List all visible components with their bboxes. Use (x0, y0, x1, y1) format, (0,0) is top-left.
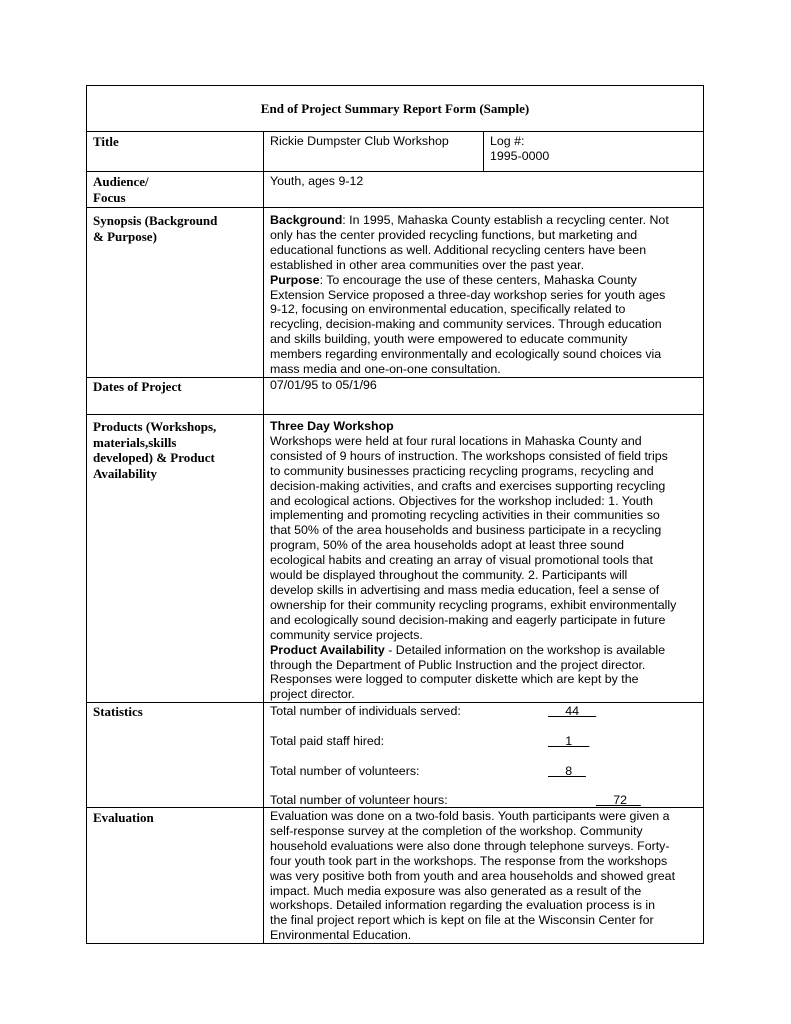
form-title: End of Project Summary Report Form (Sample) (260, 101, 530, 116)
text-line: Product Availability - Detailed information on the workshop is available (270, 642, 666, 657)
stat-staff-value: 1 (548, 734, 590, 748)
text-line: Evaluation was done on a two-fold basis. Youth participants were given a (270, 809, 670, 823)
text-line: program, 50% of the area households adopt at least three sound (270, 538, 625, 553)
text-line: Background: In 1995, Mahaska County establish a recycling center. Not (270, 213, 669, 227)
text-line: Responses were logged to computer diskette which are kept by the (270, 672, 639, 687)
text-line: that 50% of the area households and business participate in a recycling (270, 523, 662, 538)
text-line: household evaluations were also done through telephone surveys. Forty- (270, 838, 670, 853)
stat-individuals-value: 44 (548, 704, 597, 718)
audience-label (93, 174, 149, 205)
text-line: decision-making activities, and crafts and exercises supporting recycling (270, 478, 666, 493)
text-line: workshops. Detailed information regarding the evaluation process is in (270, 898, 656, 913)
label-line: & Purpose) (93, 228, 157, 244)
title-label: Title (93, 134, 119, 149)
products-label (93, 419, 216, 481)
text-line: members regarding environmentally and ecologically sound choices via (270, 347, 662, 362)
text-line: was very positive both from youth and area households and showed great (270, 868, 676, 883)
text-line: recycling, decision-making and community services. Through education (270, 317, 662, 332)
text-line: implementing and promoting recycling activities in their communities so (270, 508, 660, 523)
text-line: ownership for their community recycling programs, exhibit environmentally (270, 597, 677, 612)
text-line: and ecological actions. Objectives for the workshop included: 1. Youth (270, 493, 653, 508)
text-line: Workshops were held at four rural locations in Mahaska County and (270, 433, 642, 448)
stat-hours-label: Total number of volunteer hours: (270, 793, 448, 807)
log-value: 1995-0000 (490, 149, 550, 163)
row-divider (86, 207, 704, 208)
background-heading: Background (270, 213, 343, 227)
statistics-label: Statistics (93, 704, 143, 719)
text-line: the final project report which is kept on file at the Wisconsin Center for (270, 913, 654, 928)
text-line: project director. (270, 687, 355, 702)
row-divider (86, 377, 704, 378)
dates-label: Dates of Project (93, 379, 182, 394)
label-line: Availability (93, 465, 158, 481)
availability-heading: Product Availability (270, 642, 385, 657)
evaluation-label: Evaluation (93, 810, 154, 825)
row-divider (86, 131, 704, 132)
workshop-heading: Three Day Workshop (270, 419, 394, 433)
text-line: consisted of 9 hours of instruction. The workshops consisted of field trips (270, 448, 668, 463)
stat-individuals-label: Total number of individuals served: (270, 704, 461, 718)
text-line: Extension Service proposed a three-day workshop series for youth ages (270, 287, 666, 302)
text-line: and skills building, youth were empowered to educate community (270, 332, 628, 347)
column-divider (263, 131, 264, 944)
synopsis-text (270, 213, 669, 377)
text-line: only has the center provided recycling functions, but marketing and (270, 227, 638, 242)
label-line: Synopsis (Background (93, 213, 218, 228)
text-line: Environmental Education. (270, 928, 412, 943)
synopsis-label (93, 213, 217, 244)
stat-volunteers-value: 8 (548, 764, 586, 778)
label-line: developed) & Product (93, 450, 215, 465)
text-line: develop skills in advertising and mass media education, feel a sense of (270, 582, 660, 597)
row-divider (86, 171, 704, 172)
text-line: Purpose: To encourage the use of these centers, Mahaska County (270, 272, 637, 287)
text-line: ecological habits and creating an array of visual promotional tools that (270, 553, 653, 568)
dates-value: 07/01/95 to 05/1/96 (270, 378, 377, 392)
log-label: Log #: (490, 134, 525, 148)
evaluation-text (270, 809, 675, 943)
text-line: four youth took part in the workshops. The response from the workshops (270, 853, 668, 868)
stat-hours-value: 72 (596, 793, 641, 807)
label-line: Audience/ (93, 174, 149, 189)
text-line: 9-12, focusing on environmental education, specifically related to (270, 302, 626, 317)
text-line: would be displayed throughout the community. 2. Participants will (270, 568, 628, 583)
label-line: Products (Workshops, (93, 419, 217, 434)
text-line: mass media and one-on-one consultation. (270, 362, 501, 377)
text-line: to community businesses practicing recycling programs, recycling and (270, 463, 654, 478)
log-column-divider (483, 131, 484, 171)
row-divider (86, 807, 704, 808)
products-text (270, 419, 676, 702)
text-line: self-response survey at the completion of the workshop. Community (270, 823, 643, 838)
stat-staff-label: Total paid staff hired: (270, 734, 385, 748)
label-line: materials,skills (93, 434, 177, 450)
text-line: through the Department of Public Instruction and the project director. (270, 657, 646, 672)
text-line: and ecologically sound decision-making and eagerly participate in future (270, 612, 666, 627)
text-line: impact. Much media exposure was also generated as a result of the (270, 883, 642, 898)
text-line: educational functions as well. Additional recycling centers have been (270, 242, 647, 257)
stat-volunteers-label: Total number of volunteers: (270, 764, 420, 778)
text-line: community service projects. (270, 627, 423, 642)
audience-value: Youth, ages 9-12 (270, 174, 364, 188)
text-line: established in other area communities over the past year. (270, 257, 585, 272)
purpose-heading: Purpose (270, 272, 320, 287)
row-divider (86, 414, 704, 415)
title-value: Rickie Dumpster Club Workshop (270, 134, 449, 148)
label-line: Focus (93, 189, 126, 205)
